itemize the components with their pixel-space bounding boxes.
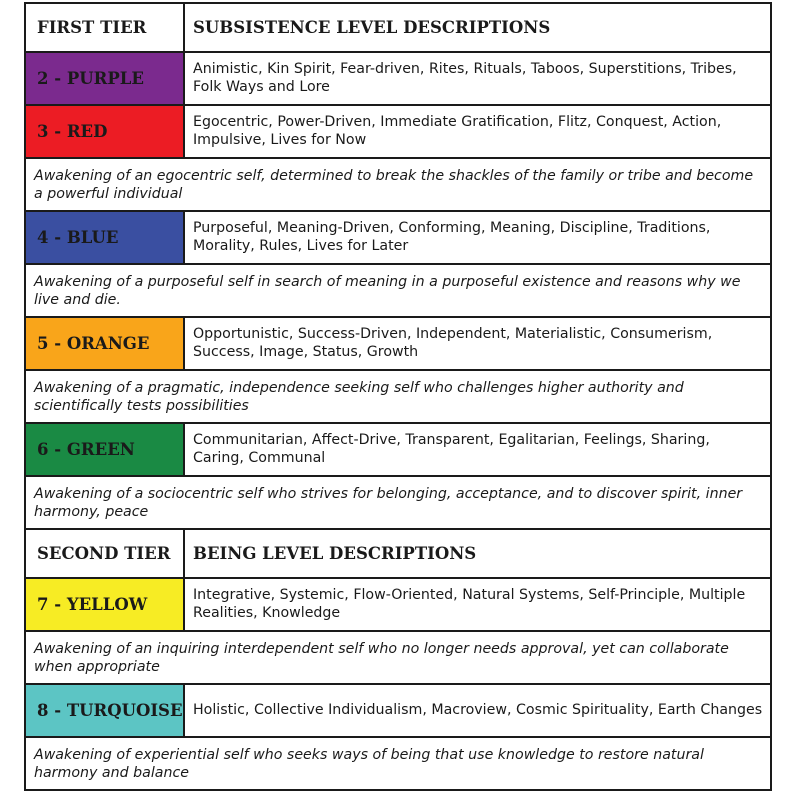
level-label-yellow: 7 - YELLOW (26, 579, 185, 630)
being-header: BEING LEVEL DESCRIPTIONS (193, 543, 477, 563)
level-traits-red: Egocentric, Power-Driven, Immediate Gratification, Flitz, Conquest, Action, Impulsive, Lives for Now (193, 114, 722, 148)
second-tier-label: SECOND TIER (26, 530, 185, 577)
level-row-green (26, 424, 770, 477)
spiral-levels-table (24, 2, 772, 791)
level-label-turquoise: 8 - TURQUOISE (26, 685, 185, 736)
subsistence-header: SUBSISTENCE LEVEL DESCRIPTIONS (193, 17, 551, 37)
level-traits-turquoise: Holistic, Collective Individualism, Macroview, Cosmic Spirituality, Earth Changes (193, 701, 763, 718)
level-row-blue (26, 212, 770, 265)
awakening-orange: Awakening of a pragmatic, independence seeking self who challenges higher authority and scientifically tests possibilities (26, 371, 770, 424)
first-tier-label: FIRST TIER (26, 4, 185, 51)
awakening-green: Awakening of a sociocentric self who strives for belonging, acceptance, and to discover spirit, inner harmony, peace (26, 477, 770, 530)
level-traits-orange: Opportunistic, Success-Driven, Independent, Materialistic, Consumerism, Success, Image, Status, Growth (193, 326, 713, 360)
level-row-red (26, 106, 770, 159)
level-label-orange: 5 - ORANGE (26, 318, 185, 369)
awakening-blue: Awakening of a purposeful self in search of meaning in a purposeful existence and reasons why we live and die. (26, 265, 770, 318)
first-tier-header-row (26, 4, 770, 53)
awakening-yellow: Awakening of an inquiring interdependent self who no longer needs approval, yet can collaborate when appropriate (26, 632, 770, 685)
level-label-green: 6 - GREEN (26, 424, 185, 475)
level-traits-purple: Animistic, Kin Spirit, Fear-driven, Rites, Rituals, Taboos, Superstitions, Tribes, Folk Ways and Lore (193, 61, 737, 95)
level-traits-blue: Purposeful, Meaning-Driven, Conforming, Meaning, Discipline, Traditions, Morality, Rules, Lives for Later (193, 220, 711, 254)
awakening-turquoise: Awakening of experiential self who seeks ways of being that use knowledge to restore natural harmony and balance (26, 738, 770, 791)
level-row-purple (26, 53, 770, 106)
level-label-blue: 4 - BLUE (26, 212, 185, 263)
level-label-purple: 2 - PURPLE (26, 53, 185, 104)
level-label-red: 3 - RED (26, 106, 185, 157)
level-traits-green: Communitarian, Affect-Drive, Transparent, Egalitarian, Feelings, Sharing, Caring, Communal (193, 432, 710, 466)
second-tier-header-row (26, 530, 770, 579)
level-row-orange (26, 318, 770, 371)
level-row-turquoise (26, 685, 770, 738)
awakening-red: Awakening of an egocentric self, determined to break the shackles of the family or tribe and become a powerful individual (26, 159, 770, 212)
level-row-yellow (26, 579, 770, 632)
level-traits-yellow: Integrative, Systemic, Flow-Oriented, Natural Systems, Self-Principle, Multiple Realities, Knowledge (193, 587, 746, 621)
